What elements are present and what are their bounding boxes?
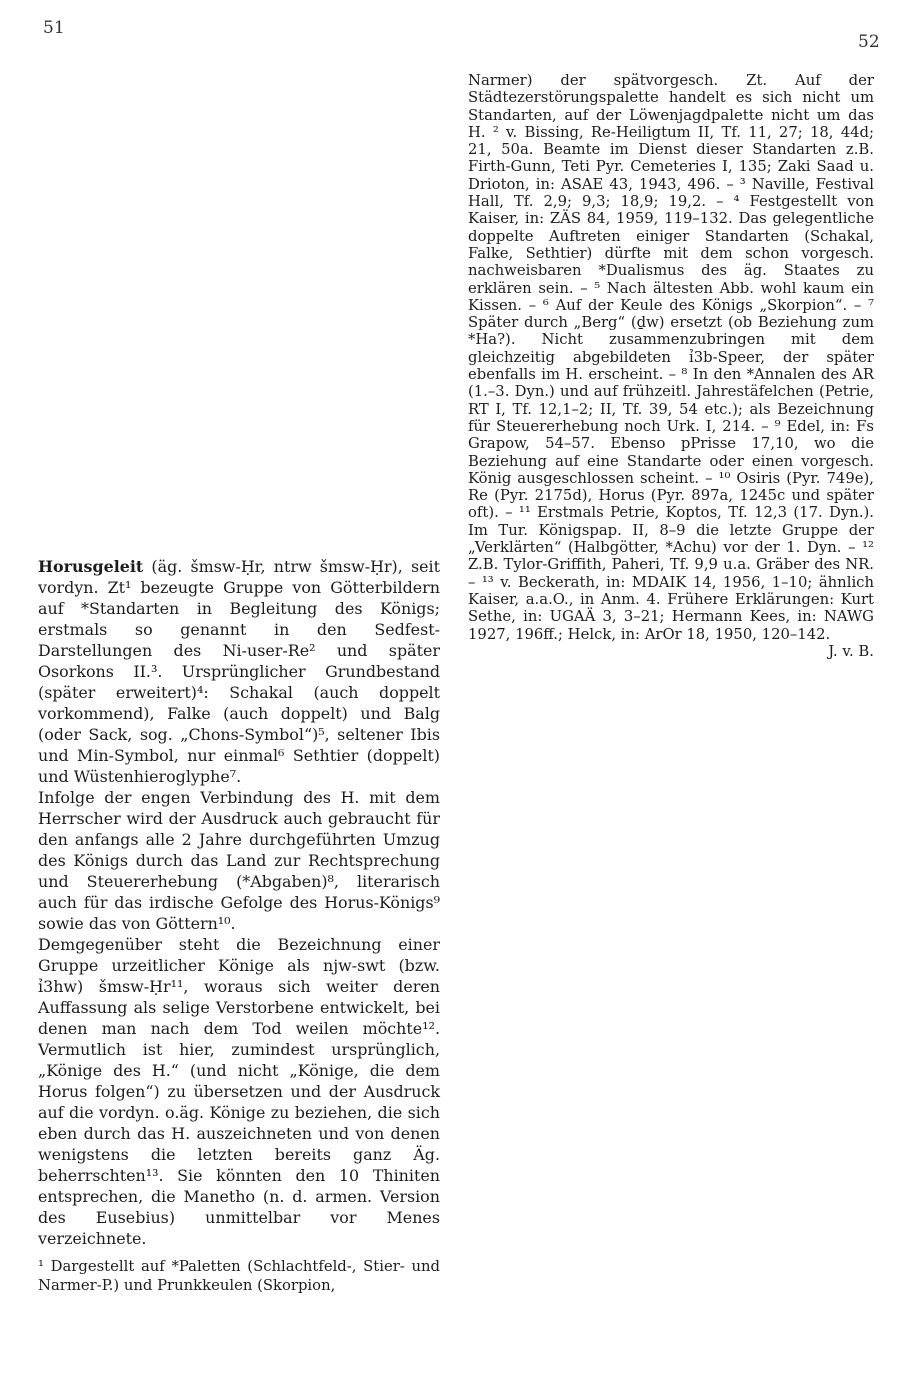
entry-paragraph-1 [38, 556, 440, 787]
footnotes-text [468, 72, 874, 660]
entry-para1-text: (äg. šmsw-Ḥr, ntrw šmsw-Ḥr), seit vordyn. Zt¹ bezeugte Gruppe von Götterbildern auf *Standarten in Begleitung des Königs; erstmals so genannt in den Sedfest-Darstellungen des Ni-user-Re² und später Osorkons II.³. Ursprünglicher Grundbestand (später erweitert)⁴: Schakal (auch doppelt vorkommend), Falke (auch doppelt) und Balg (oder Sack, sog. „Chons-Symbol“)⁵, seltener Ibis und Min-Symbol, nur einmal⁶ Sethtier (doppelt) und Wüstenhieroglyphe⁷. [38, 557, 440, 786]
author-signature: J. v. B. [828, 642, 874, 660]
footnote-1: ¹ Dargestellt auf *Paletten (Schlachtfeld-, Stier- und Narmer-P.) und Prunkkeulen (Skorpion, [38, 1258, 440, 1294]
entry-paragraph-2: Infolge der engen Verbindung des H. mit dem Herrscher wird der Ausdruck auch gebraucht für den anfangs alle 2 Jahre durchgeführten Umzug des Königs durch das Land zur Rechtsprechung und Steuererhebung (*Abgaben)⁸, literarisch auch für das irdische Gefolge des Horus-Königs⁹ sowie das von Göttern¹⁰. [38, 788, 440, 933]
entry-paragraph-3: Demgegenüber steht die Bezeichnung einer Gruppe urzeitlicher Könige als njw-swt (bzw. ỉ3hw) šmsw-Ḥr¹¹, woraus sich weiter deren Auffassung als selige Verstorbene entwickelt, bei denen man nach dem Tod weilen möchte¹². Vermutlich ist hier, zumindest ursprünglich, „Könige des H.“ (und nicht „Könige, die dem Horus folgen“) zu übersetzen und der Ausdruck auf die vordyn. o.äg. Könige zu beziehen, die sich eben durch das H. auszeichneten und von denen wenigstens die letzten bereits ganz Äg. beherrschten¹³. Sie könnten den 10 Thiniten entsprechen, die Manetho (n. d. armen. Version des Eusebius) unmittelbar vor Menes verzeichnete. [38, 935, 440, 1248]
footnotes-body: Narmer) der spätvorgesch. Zt. Auf der Städtezerstörungspalette handelt es sich nicht um Standarten, auf der Löwenjagdpalette nicht um das H. ² v. Bissing, Re-Heiligtum II, Tf. 11, 27; 18, 44d; 21, 50a. Beamte im Dienst dieser Standarten z.B. Firth-Gunn, Teti Pyr. Cemeteries I, 135; Zaki Saad u. Drioton, in: ASAE 43, 1943, 496. – ³ Naville, Festival Hall, Tf. 2,9; 9,3; 18,9; 19,2. – ⁴ Festgestellt von Kaiser, in: ZÄS 84, 1959, 119–132. Das gelegentliche doppelte Auftreten einiger Standarten (Schakal, Falke, Sethtier) dürfte mit dem schon vorgesch. nachweisbaren *Dualismus des äg. Staates zu erklären sein. – ⁵ Nach ältesten Abb. wohl kaum ein Kissen. – ⁶ Auf der Keule des Königs „Skorpion“. – ⁷ Später durch „Berg“ (ḏw) ersetzt (ob Beziehung zum *Ha?). Nicht zusammenzubringen mit dem gleichzeitig abgebildeten ỉ3b-Speer, der später ebenfalls im H. erscheint. – ⁸ In den *Annalen des AR (1.–3. Dyn.) und auf frühzeitl. Jahrestäfelchen (Petrie, RT I, Tf. 12,1–2; II, Tf. 39, 54 etc.); als Bezeichnung für Steuererhebung noch Urk. I, 214. – ⁹ Edel, in: Fs Grapow, 54–57. Ebenso pPrisse 17,10, wo die Beziehung auf eine Standarte oder einen vorgesch. König ausgeschlossen scheint. – ¹⁰ Osiris (Pyr. 749e), Re (Pyr. 2175d), Horus (Pyr. 897a, 1245c und später oft). – ¹¹ Erstmals Petrie, Koptos, Tf. 12,3 (17. Dyn.). Im Tur. Königspap. II, 8–9 die letzte Gruppe der „Verklärten“ (Halbgötter, *Achu) vor der 1. Dyn. – ¹² Z.B. Tylor-Griffith, Paheri, Tf. 9,9 u.a. Gräber des NR. – ¹³ v. Beckerath, in: MDAIK 14, 1956, 1–10; ähnlich Kaiser, a.a.O., in Anm. 4. Frühere Erklärungen: Kurt Sethe, in: UGAÄ 3, 3–21; Hermann Kees, in: NAWG 1927, 196ff.; Helck, in: ArOr 18, 1950, 120–142. [468, 72, 874, 643]
entry-headword: Horusgeleit [38, 557, 144, 576]
right-column-footnotes [468, 72, 874, 660]
page-number-right: 52 [858, 32, 880, 52]
left-column-entry [38, 556, 440, 1295]
page-number-left: 51 [43, 18, 65, 38]
